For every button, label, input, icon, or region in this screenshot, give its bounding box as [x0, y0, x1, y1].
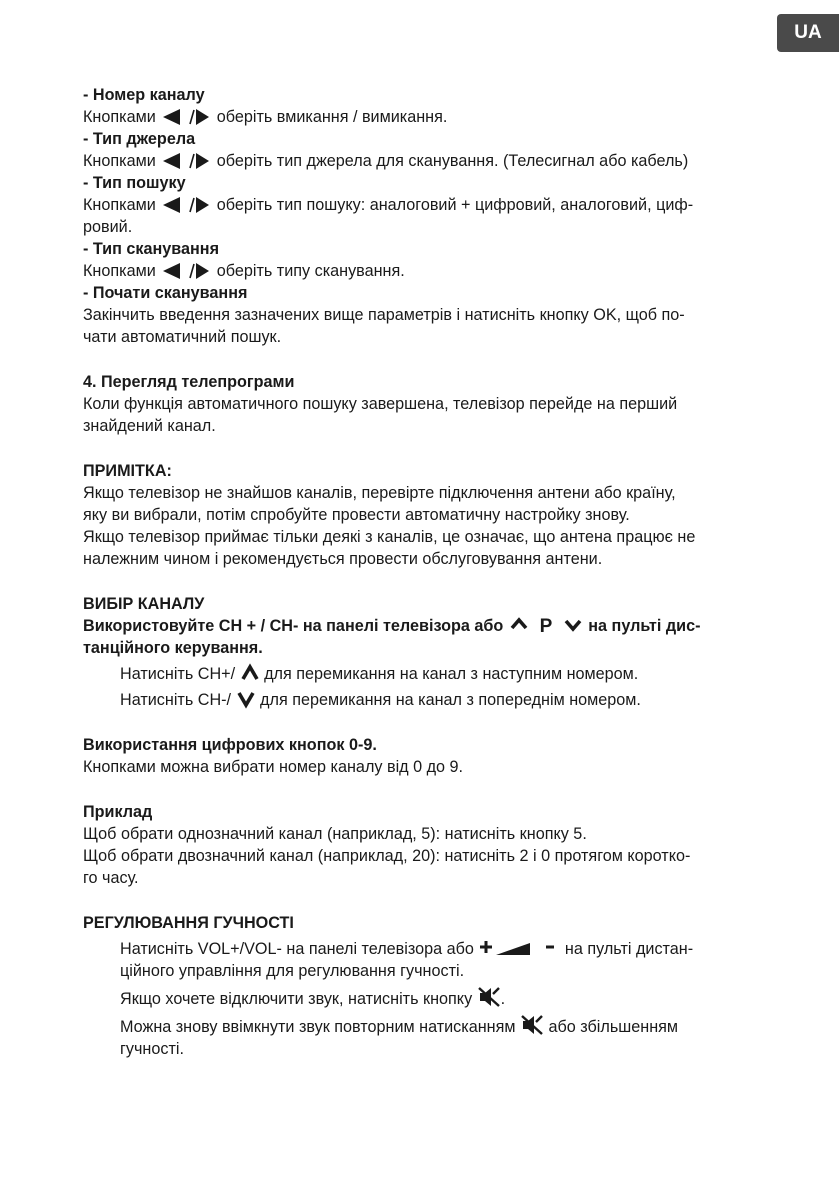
- mute-icon: [520, 1014, 544, 1036]
- mute-instruction: Якщо хочете відключити звук, натисніть кнопку .: [83, 986, 755, 1010]
- channel-up-p-down-icon: [508, 615, 584, 635]
- chevron-up-icon: [240, 663, 260, 683]
- paragraph-line: Закінчить введення зазначених вище параметрів і натисніть кнопку OK, щоб по-: [83, 306, 685, 324]
- paragraph-line: Щоб обрати двозначний канал (наприклад, 20): натисніть 2 і 0 протягом коротко-: [83, 847, 691, 865]
- section-title-volume: РЕГУЛЮВАННЯ ГУЧНОСТІ: [83, 914, 294, 932]
- paragraph-line: яку ви вибрали, потім спробуйте провести автоматичну настройку знову.: [83, 506, 630, 524]
- volume-instruction: Натисніть VOL+/VOL- на панелі телевізора або на пульті дистан-: [120, 940, 694, 958]
- paragraph-line: Коли функція автоматичного пошуку завершена, телевізор перейде на перший: [83, 395, 678, 413]
- paragraph: Кнопками оберіть типу сканування.: [83, 262, 405, 280]
- paragraph-line: належним чином і рекомендується провести обслуговування антени.: [83, 550, 603, 568]
- section-title-source-type: - Тип джерела: [83, 130, 196, 148]
- unmute-instruction-continuation: гучності.: [120, 1040, 184, 1058]
- mute-icon: [477, 986, 501, 1008]
- chevron-down-icon: [236, 689, 256, 709]
- paragraph-bold: Використовуйте CH + / CH- на панелі телевізора або P на пульті дис-: [83, 616, 701, 635]
- paragraph-line: знайдений канал.: [83, 417, 216, 435]
- channel-down-instruction: Натисніть CH-/ для перемикання на канал з попереднім номером.: [120, 691, 641, 709]
- paragraph-line: Якщо телевізор приймає тільки деякі з каналів, це означає, що антена працює не: [83, 528, 696, 546]
- paragraph: Кнопками оберіть вмикання / вимикання.: [83, 108, 448, 126]
- paragraph-line: Щоб обрати однозначний канал (наприклад, 5): натисніть кнопку 5.: [83, 825, 587, 843]
- paragraph-bold-continuation: танційного керування.: [83, 639, 263, 657]
- paragraph-line: Кнопками можна вибрати номер каналу від 0 до 9.: [83, 758, 464, 776]
- paragraph: Кнопками оберіть тип пошуку: аналоговий + цифровий, аналоговий, циф-: [83, 196, 694, 214]
- left-right-arrows-icon: [160, 196, 212, 214]
- manual-page-content: [83, 84, 755, 1060]
- paragraph-line: Якщо телевізор не знайшов каналів, перевірте підключення антени або країну,: [83, 484, 676, 502]
- section-title-digit-buttons: Використання цифрових кнопок 0-9.: [83, 736, 377, 754]
- section-title-channel-select: ВИБІР КАНАЛУ: [83, 595, 205, 613]
- paragraph-line: го часу.: [83, 869, 139, 887]
- svg-text:P: P: [539, 616, 553, 635]
- section-title-search-type: - Тип пошуку: [83, 174, 186, 192]
- volume-plus-minus-icon: [478, 938, 560, 958]
- language-tab: UA: [777, 14, 839, 52]
- section-title-scan-type: - Тип сканування: [83, 240, 220, 258]
- left-right-arrows-icon: [160, 262, 212, 280]
- paragraph-line: чати автоматичний пошук.: [83, 328, 282, 346]
- volume-instruction-continuation: ційного управління для регулювання гучності.: [120, 962, 465, 980]
- channel-up-instruction: Натисніть CH+/ для перемикання на канал з наступним номером.: [120, 665, 639, 683]
- section-title-start-scan: - Почати сканування: [83, 284, 248, 302]
- left-right-arrows-icon: [160, 152, 212, 170]
- left-right-arrows-icon: [160, 108, 212, 126]
- paragraph: Кнопками оберіть тип джерела для сканування. (Телесигнал або кабель): [83, 152, 689, 170]
- section-title-channel-number: - Номер каналу: [83, 86, 205, 104]
- section-title-example: Приклад: [83, 803, 153, 821]
- unmute-instruction: Можна знову ввімкнути звук повторним натисканням або збільшенням: [83, 1014, 755, 1038]
- paragraph-continuation: ровий.: [83, 218, 133, 236]
- section-title-note: ПРИМІТКА:: [83, 462, 172, 480]
- section-title-view-programs: 4. Перегляд телепрограми: [83, 373, 295, 391]
